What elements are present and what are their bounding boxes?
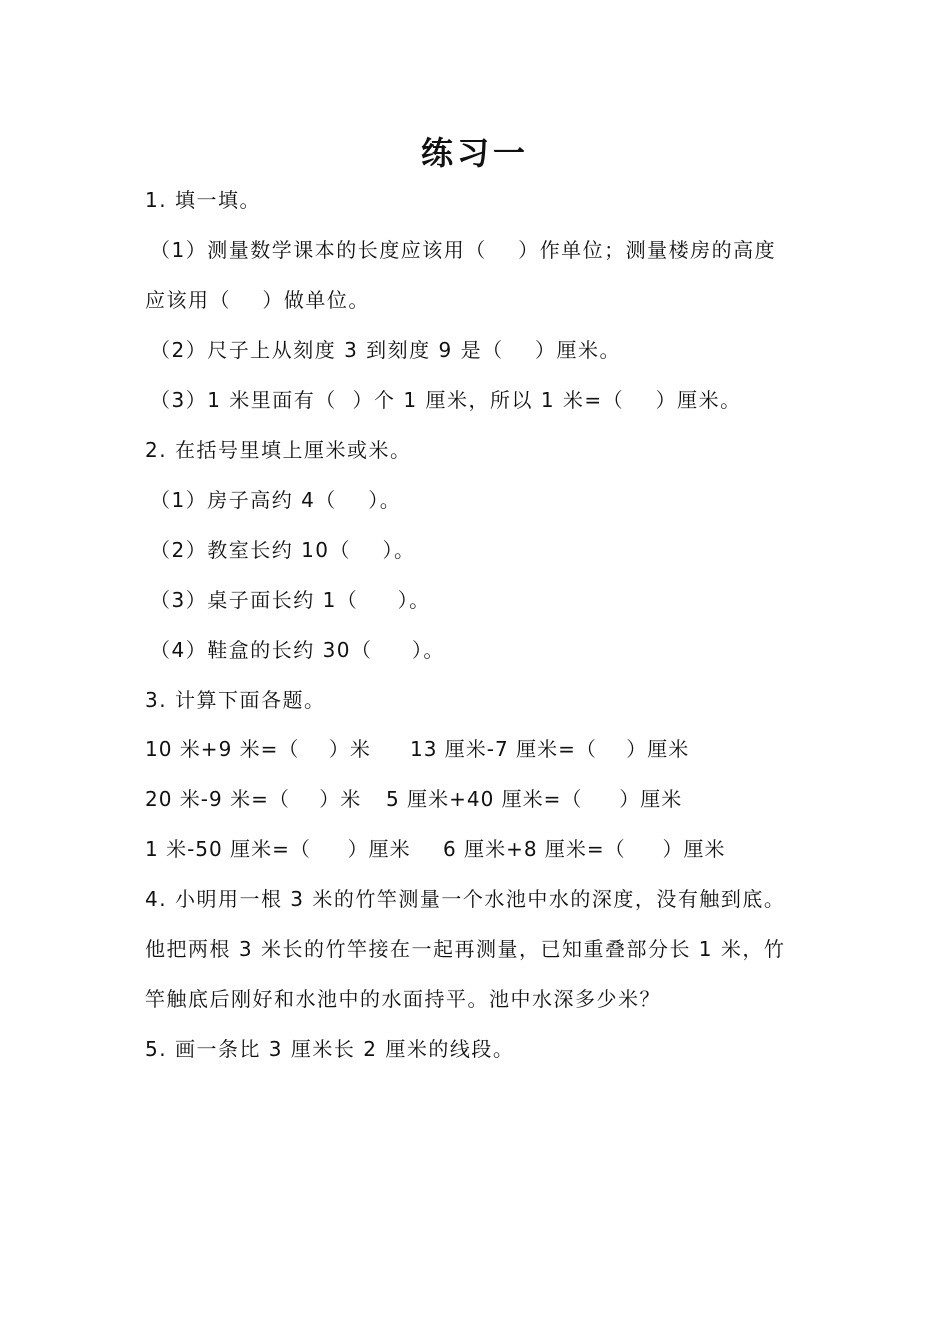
q3-calc-left: 10 米+9 米=（ ）米 (145, 737, 371, 761)
q1-line-4: （3）1 米里面有（ ）个 1 厘米，所以 1 米=（ ）厘米。 (150, 388, 742, 412)
q2-item: （1）房子高约 4（ ）。 (150, 488, 402, 512)
q3-calc-right: 6 厘米+8 厘米=（ ）厘米 (443, 837, 726, 861)
q3-calc-left: 20 米-9 米=（ ）米 (145, 787, 362, 811)
q2-item: （3）桌子面长约 1（ ）。 (150, 588, 431, 612)
q3-calc-left: 1 米-50 厘米=（ ）厘米 (145, 837, 411, 861)
q1-line-1: （1）测量数学课本的长度应该用（ ）作单位；测量楼房的高度 (150, 238, 777, 262)
q1-line-3: （2）尺子上从刻度 3 到刻度 9 是（ ）厘米。 (150, 338, 622, 362)
q5-line-1: 5. 画一条比 3 厘米长 2 厘米的线段。 (145, 1037, 515, 1061)
q2-heading: 2. 在括号里填上厘米或米。 (145, 438, 412, 462)
q1-heading: 1. 填一填。 (145, 188, 261, 212)
q3-heading: 3. 计算下面各题。 (145, 688, 326, 712)
q2-item: （4）鞋盒的长约 30（ ）。 (150, 638, 445, 662)
q4-line-2: 他把两根 3 米长的竹竿接在一起再测量，已知重叠部分长 1 米，竹 (145, 937, 786, 961)
q3-calc-right: 13 厘米-7 厘米=（ ）厘米 (410, 737, 690, 761)
q2-item: （2）教室长约 10（ ）。 (150, 538, 416, 562)
q4-line-1: 4. 小明用一根 3 米的竹竿测量一个水池中水的深度，没有触到底。 (145, 887, 786, 911)
q4-line-3: 竿触底后刚好和水池中的水面持平。池中水深多少米？ (145, 987, 661, 1011)
q1-line-2: 应该用（ ）做单位。 (145, 288, 370, 312)
q3-calc-right: 5 厘米+40 厘米=（ ）厘米 (386, 787, 683, 811)
page-title: 练习一 (420, 134, 529, 172)
